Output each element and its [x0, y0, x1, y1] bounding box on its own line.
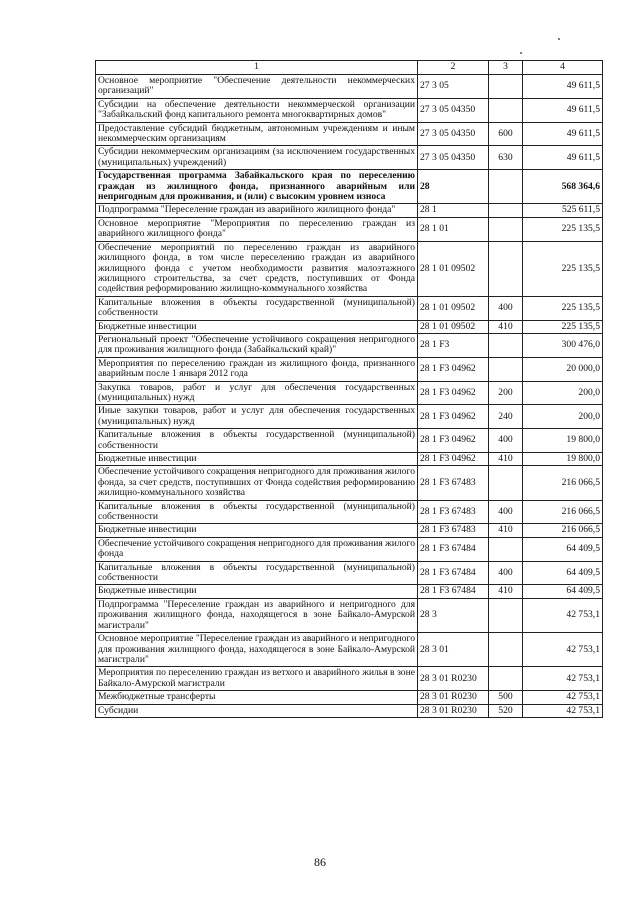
table-row: [96, 170, 603, 204]
table-row: [96, 405, 603, 429]
row-amount-cell: 525 611,5: [523, 204, 603, 217]
row-name-cell: Региональный проект "Обеспечение устойчивого сокращения непригодного для проживания жилищного фонда (Забайкальский край)": [96, 333, 418, 357]
row-vr-cell: 520: [489, 704, 523, 717]
row-amount-cell: 200,0: [523, 381, 603, 405]
header-row: [96, 61, 603, 75]
row-name-cell: Закупка товаров, работ и услуг для обеспечения государственных (муниципальных) нужд: [96, 381, 418, 405]
row-name-cell: Основное мероприятие "Переселение граждан из аварийного и непригодного для проживания жилищного фонда, находящегося в зоне Байкало-Амурской магистрали": [96, 633, 418, 667]
row-amount-cell: 225 135,5: [523, 296, 603, 320]
table-row: [96, 357, 603, 381]
row-amount-cell: 64 409,5: [523, 585, 603, 598]
table-row: [96, 598, 603, 632]
row-name-cell: Мероприятия по переселению граждан из ветхого и аварийного жилья в зоне Байкало-Амурской магистрали: [96, 667, 418, 691]
row-vr-cell: [489, 598, 523, 632]
row-vr-cell: [489, 75, 523, 99]
row-name-cell: Бюджетные инвестиции: [96, 524, 418, 537]
row-code-cell: 28 1 F3 67484: [418, 537, 489, 561]
table-row: [96, 453, 603, 466]
row-name-cell: Мероприятия по переселению граждан из жилищного фонда, признанного аварийным после 1 января 2012 года: [96, 357, 418, 381]
row-name-cell: Подпрограмма "Переселение граждан из аварийного жилищного фонда": [96, 204, 418, 217]
row-vr-cell: 400: [489, 561, 523, 585]
row-code-cell: 28 1 01 09502: [418, 320, 489, 333]
row-code-cell: 28 1 F3 04962: [418, 453, 489, 466]
row-code-cell: 28 1 F3 04962: [418, 357, 489, 381]
row-name-cell: Капитальные вложения в объекты государственной (муниципальной) собственности: [96, 429, 418, 453]
row-amount-cell: 225 135,5: [523, 241, 603, 296]
table-row: [96, 204, 603, 217]
row-name-cell: Обеспечение устойчивого сокращения непригодного для проживания жилого фонда: [96, 537, 418, 561]
row-code-cell: 28 1 F3: [418, 333, 489, 357]
page-number: 86: [314, 855, 326, 869]
row-name-cell: Бюджетные инвестиции: [96, 585, 418, 598]
row-amount-cell: 49 611,5: [523, 98, 603, 122]
row-vr-cell: [489, 170, 523, 204]
table-row: [96, 633, 603, 667]
row-code-cell: 28 1 F3 04962: [418, 405, 489, 429]
table-row: [96, 537, 603, 561]
table-row: [96, 691, 603, 704]
row-amount-cell: 225 135,5: [523, 320, 603, 333]
row-vr-cell: 630: [489, 146, 523, 170]
row-vr-cell: [489, 241, 523, 296]
row-code-cell: 27 3 05 04350: [418, 122, 489, 146]
row-vr-cell: 410: [489, 585, 523, 598]
table-row: [96, 500, 603, 524]
row-amount-cell: 49 611,5: [523, 146, 603, 170]
scan-speck: [520, 52, 522, 54]
row-vr-cell: 400: [489, 429, 523, 453]
row-name-cell: Субсидии на обеспечение деятельности некоммерческой организации "Забайкальский фонд капитального ремонта многоквартирных домов": [96, 98, 418, 122]
table-row: [96, 146, 603, 170]
table-row: [96, 75, 603, 99]
row-amount-cell: 225 135,5: [523, 217, 603, 241]
row-amount-cell: 42 753,1: [523, 691, 603, 704]
table-row: [96, 296, 603, 320]
row-code-cell: 28 1 01 09502: [418, 296, 489, 320]
row-name-cell: Субсидии некоммерческим организациям (за исключением государственных (муниципальных) учреждений): [96, 146, 418, 170]
row-code-cell: 27 3 05: [418, 75, 489, 99]
table-body: [96, 75, 603, 718]
row-amount-cell: 49 611,5: [523, 75, 603, 99]
row-name-cell: Основное мероприятие "Мероприятия по переселению граждан из аварийного жилищного фонда": [96, 217, 418, 241]
row-code-cell: 28 1 F3 67484: [418, 561, 489, 585]
row-vr-cell: 200: [489, 381, 523, 405]
row-amount-cell: 42 753,1: [523, 667, 603, 691]
row-vr-cell: [489, 537, 523, 561]
row-name-cell: Капитальные вложения в объекты государственной (муниципальной) собственности: [96, 561, 418, 585]
table-header: [96, 61, 603, 75]
row-vr-cell: 410: [489, 524, 523, 537]
row-code-cell: 28 1 F3 04962: [418, 429, 489, 453]
table-row: [96, 333, 603, 357]
row-name-cell: Капитальные вложения в объекты государственной (муниципальной) собственности: [96, 500, 418, 524]
row-amount-cell: 200,0: [523, 405, 603, 429]
row-vr-cell: [489, 357, 523, 381]
row-amount-cell: 64 409,5: [523, 537, 603, 561]
table-row: [96, 561, 603, 585]
row-name-cell: Подпрограмма "Переселение граждан из аварийного и непригодного для проживания жилищного фонда, находящегося в зоне Байкало-Амурской магистрали": [96, 598, 418, 632]
budget-table: [95, 60, 603, 718]
row-code-cell: 28 1 F3 67483: [418, 500, 489, 524]
row-code-cell: 28 1 F3 67483: [418, 524, 489, 537]
row-vr-cell: [489, 204, 523, 217]
row-code-cell: 28 1: [418, 204, 489, 217]
table-row: [96, 429, 603, 453]
table-row: [96, 524, 603, 537]
row-vr-cell: [489, 667, 523, 691]
header-col-2: 2: [418, 61, 489, 75]
row-amount-cell: 49 611,5: [523, 122, 603, 146]
row-amount-cell: 42 753,1: [523, 633, 603, 667]
row-amount-cell: 19 800,0: [523, 429, 603, 453]
table-row: [96, 381, 603, 405]
row-code-cell: 28 3 01 R0230: [418, 691, 489, 704]
row-name-cell: Субсидии: [96, 704, 418, 717]
row-vr-cell: [489, 633, 523, 667]
row-amount-cell: 42 753,1: [523, 598, 603, 632]
row-amount-cell: 20 000,0: [523, 357, 603, 381]
row-name-cell: Обеспечение устойчивого сокращения непригодного для проживания жилого фонда, за счет средств, поступивших от Фонда содействия реформированию жилищно-коммунального хозяйства: [96, 466, 418, 500]
row-vr-cell: 500: [489, 691, 523, 704]
header-col-4: 4: [523, 61, 603, 75]
row-vr-cell: 410: [489, 320, 523, 333]
row-name-cell: Основное мероприятие "Обеспечение деятельности некоммерческих организаций": [96, 75, 418, 99]
row-amount-cell: 568 364,6: [523, 170, 603, 204]
table-row: [96, 217, 603, 241]
row-amount-cell: 19 800,0: [523, 453, 603, 466]
row-name-cell: Предоставление субсидий бюджетным, автономным учреждениям и иным некоммерческим организациям: [96, 122, 418, 146]
row-code-cell: 27 3 05 04350: [418, 146, 489, 170]
row-amount-cell: 216 066,5: [523, 524, 603, 537]
table-row: [96, 585, 603, 598]
row-vr-cell: 600: [489, 122, 523, 146]
header-col-1: 1: [96, 61, 418, 75]
row-amount-cell: 300 476,0: [523, 333, 603, 357]
row-name-cell: Межбюджетные трансферты: [96, 691, 418, 704]
table-row: [96, 98, 603, 122]
row-amount-cell: 216 066,5: [523, 500, 603, 524]
table-row: [96, 241, 603, 296]
row-code-cell: 28 1 01: [418, 217, 489, 241]
row-code-cell: 28 1 F3 67484: [418, 585, 489, 598]
row-amount-cell: 42 753,1: [523, 704, 603, 717]
row-vr-cell: 400: [489, 500, 523, 524]
row-code-cell: 28 3 01 R0230: [418, 667, 489, 691]
row-amount-cell: 216 066,5: [523, 466, 603, 500]
row-code-cell: 27 3 05 04350: [418, 98, 489, 122]
row-code-cell: 28 3 01: [418, 633, 489, 667]
row-name-cell: Бюджетные инвестиции: [96, 453, 418, 466]
row-code-cell: 28 1 F3 67483: [418, 466, 489, 500]
row-vr-cell: [489, 466, 523, 500]
row-name-cell: Бюджетные инвестиции: [96, 320, 418, 333]
row-name-cell: Капитальные вложения в объекты государственной (муниципальной) собственности: [96, 296, 418, 320]
row-vr-cell: [489, 333, 523, 357]
row-vr-cell: 400: [489, 296, 523, 320]
row-code-cell: 28 3 01 R0230: [418, 704, 489, 717]
table-row: [96, 466, 603, 500]
row-amount-cell: 64 409,5: [523, 561, 603, 585]
row-name-cell: Обеспечение мероприятий по переселению граждан из аварийного жилищного фонда, в том числе переселению граждан из аварийного жилищного фонда с учетом необходимости развития малоэтажного жилищного строительства, за счет средств, поступивших от Фонда содействия реформированию жилищно-коммунального хозяйства: [96, 241, 418, 296]
table-row: [96, 704, 603, 717]
row-code-cell: 28 3: [418, 598, 489, 632]
row-code-cell: 28: [418, 170, 489, 204]
row-vr-cell: [489, 98, 523, 122]
table-row: [96, 320, 603, 333]
row-vr-cell: 410: [489, 453, 523, 466]
header-col-3: 3: [489, 61, 523, 75]
scan-speck: [558, 38, 560, 40]
row-name-cell: Иные закупки товаров, работ и услуг для обеспечения государственных (муниципальных) нужд: [96, 405, 418, 429]
row-vr-cell: 240: [489, 405, 523, 429]
table-row: [96, 667, 603, 691]
row-code-cell: 28 1 01 09502: [418, 241, 489, 296]
table-row: [96, 122, 603, 146]
row-vr-cell: [489, 217, 523, 241]
row-code-cell: 28 1 F3 04962: [418, 381, 489, 405]
row-name-cell: Государственная программа Забайкальского края по переселению граждан из жилищного фонда, признанного аварийным или непригодным для проживания, и (или) с высоким уровнем износа: [96, 170, 418, 204]
